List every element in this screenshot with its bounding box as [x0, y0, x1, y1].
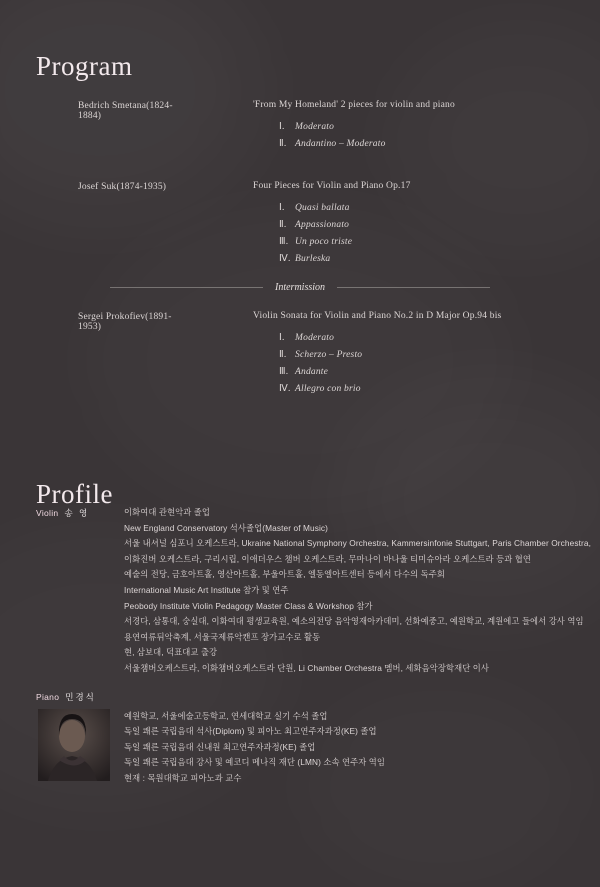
- bio-line: 현재 : 목원대학교 피아노과 교수: [124, 772, 242, 783]
- work-block: [175, 311, 600, 398]
- bio-line: 현, 삼보대, 덕표대교 출강: [124, 647, 218, 658]
- movement-item: [253, 364, 600, 381]
- movement-item: [253, 330, 600, 347]
- performer-name: 송 영: [64, 508, 90, 518]
- intermission-label: Intermission: [275, 282, 325, 293]
- movement-number: Ⅱ.: [279, 350, 287, 360]
- movement-number: Ⅱ.: [279, 139, 287, 149]
- bio-line: New England Conservatory 석사졸업(Master of Music): [124, 522, 329, 533]
- bio-line: 독일 쾌른 국립음대 신내원 최고연주자과정(KE) 졸업: [124, 741, 316, 752]
- movement-number: Ⅲ.: [279, 237, 289, 247]
- movement-title: Andante: [295, 367, 329, 377]
- movement-title: Andantino – Moderato: [295, 139, 386, 149]
- bio-line: 용연여류뒤악축계, 서울국제류악캔프 장가교수로 활동: [124, 631, 321, 642]
- bio-line: Peobody Institute Violin Pedagogy Master Class & Workshop 참가: [124, 600, 373, 611]
- movement-number: Ⅱ.: [279, 220, 287, 230]
- movement-item: [253, 234, 600, 251]
- work-title: Violin Sonata for Violin and Piano No.2 in D Major Op.94 bis: [253, 311, 502, 321]
- performer-violin: [0, 505, 600, 677]
- performer-heading: [36, 507, 122, 519]
- work-title: Four Pieces for Violin and Piano Op.17: [253, 181, 411, 191]
- divider-line-right: [337, 287, 490, 288]
- movement-title: Appassionato: [295, 220, 350, 230]
- bio-line: 서울 내셔널 심포니 오케스트라, Ukraine National Symphony Orchestra, Kammersinfonie Stuttgart, Paris Chamber Orchestra,: [124, 538, 591, 549]
- performer-heading: [36, 691, 122, 703]
- movement-title: Moderato: [295, 122, 335, 132]
- bio-line: 이화여대 관현악과 졸업: [124, 507, 210, 517]
- movement-title: Allegro con brio: [295, 384, 361, 394]
- composer-name: Sergei Prokofiev(1891-1953): [78, 312, 172, 332]
- instrument-label: Violin: [36, 508, 59, 518]
- movement-number: Ⅰ.: [279, 122, 285, 132]
- movement-item: [253, 119, 600, 136]
- intermission-divider: [0, 282, 600, 293]
- bio-line: 이화진버 오케스트라, 구리시립, 이애더우스 챔버 오케스트라, 무마나이 바나울 티미슈아라 오케스트라 등과 협연: [124, 553, 531, 564]
- program-section-title: Program: [36, 51, 133, 82]
- program-entry: [0, 100, 600, 153]
- movement-title: Scherzo – Presto: [295, 350, 363, 360]
- movement-number: Ⅳ.: [279, 254, 291, 264]
- program-entry: [0, 181, 600, 268]
- movement-title: Quasi ballata: [295, 203, 350, 213]
- profile-list: [0, 505, 600, 801]
- bio-line: 서경다, 삼통대, 숭실대, 이화여대 평생교육원, 예소의전당 음악영재아카데미, 선화예중고, 예원학교, 계원에고 들에서 강사 역임: [124, 616, 584, 627]
- bio-line: 예술의 전당, 금호아트홀, 영산아트홀, 부울아트홀, 엘동엘아트센터 등에서 다수의 독주회: [124, 569, 445, 580]
- movement-item: [253, 347, 600, 364]
- bio-line: 서울챔버오케스트라, 이화챔버오케스트라 단원, Li Chamber Orchestra 멤버, 세화음악장학재단 이사: [124, 662, 489, 673]
- bio-line: 독일 쾌른 국립음대 석사(Diplom) 및 피아노 최고연주자과정(KE) 졸업: [124, 726, 377, 737]
- work-block: [175, 100, 600, 153]
- movement-item: [253, 251, 600, 268]
- composer-name: Josef Suk(1874-1935): [78, 182, 167, 192]
- movement-item: [253, 200, 600, 217]
- performer-name: 민경식: [65, 691, 96, 702]
- movement-number: Ⅳ.: [279, 384, 291, 394]
- instrument-label: Piano: [36, 691, 60, 702]
- portrait-image: [38, 709, 110, 781]
- movement-item: [253, 381, 600, 398]
- program-list: [0, 100, 600, 404]
- performer-portrait: [38, 709, 110, 781]
- profile-section-title: Profile: [36, 479, 113, 510]
- movement-number: Ⅰ.: [279, 333, 285, 343]
- program-entry: [0, 311, 600, 398]
- movement-item: [253, 136, 600, 153]
- work-block: [175, 181, 600, 268]
- composer-name: Bedrich Smetana(1824-1884): [78, 101, 173, 121]
- movement-number: Ⅲ.: [279, 367, 289, 377]
- movement-title: Burleska: [295, 254, 331, 264]
- movement-item: [253, 217, 600, 234]
- work-title: 'From My Homeland' 2 pieces for violin and piano: [253, 100, 455, 110]
- movement-number: Ⅰ.: [279, 203, 285, 213]
- bio-line: 독일 쾌른 국립음대 강사 및 예코디 메나직 재단 (LMN) 소속 연주자 역임: [124, 757, 385, 768]
- divider-line-left: [110, 287, 263, 288]
- bio-line: 예원학교, 서울에술고등학교, 연세대학교 실기 수석 졸업: [124, 710, 328, 721]
- violin-bio-lines: [0, 505, 600, 677]
- bio-line: International Music Art Institute 참가 및 연주: [124, 584, 289, 595]
- movement-title: Moderato: [295, 333, 335, 343]
- movement-title: Un poco triste: [295, 237, 353, 247]
- performer-piano: [0, 691, 600, 787]
